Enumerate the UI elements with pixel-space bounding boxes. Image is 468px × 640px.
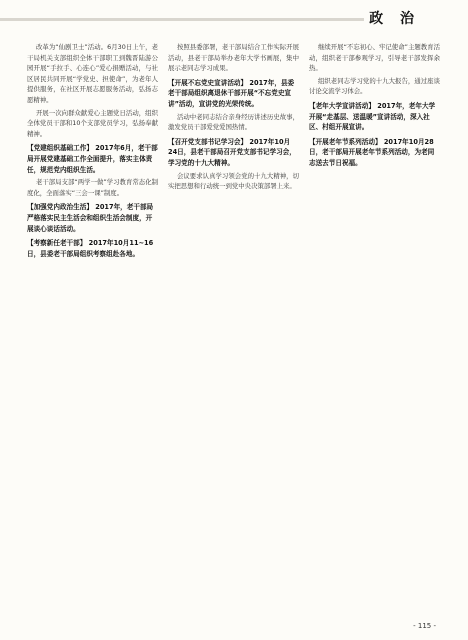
paragraph: 开展一次向群众献爱心主题党日活动，组织全体党员干部和10个支部党员学习，弘扬奉献精神。 <box>27 108 158 138</box>
paragraph: 会议要求认真学习领会党的十九大精神，切实把思想和行动统一到党中央决策部署上来。 <box>168 171 299 191</box>
article-heading: 【开展老年节系列活动】 2017年10月28日，老干部局开展老年节系列活动，为老同志送去节日祝福。 <box>309 137 435 167</box>
article-heading: 【考察新任老干部】 2017年10月11~16日，县委老干部局组织考察组赴各地。 <box>27 239 154 258</box>
page-number: - 115 - <box>413 622 436 630</box>
text-column-2 <box>168 42 299 620</box>
paragraph: 按照县委部署，老干部局结合工作实际开展活动，县老干部局举办老年大学书画展，集中展示老同志学习成果。 <box>168 43 299 73</box>
page-header <box>0 0 468 34</box>
paragraph: 继续开展“不忘初心、牢记使命”主题教育活动，组织老干部参观学习，引导老干部发挥余热。 <box>309 43 440 73</box>
text-column-1 <box>27 42 158 620</box>
article-heading: 【召开党支部书记学习会】 2017年10月24日，县老干部局召开党支部书记学习会，学习党的十九大精神。 <box>168 137 296 167</box>
article-heading: 【老年大学宣讲活动】 2017年，老年大学开展“走基层、送温暖”宣讲活动，深入社区、村组开展宣讲。 <box>309 101 436 132</box>
article-heading: 【党建组织基础工作】 2017年6月，老干部局开展党建基础工作全面提升，落实主体责任，规范党内组织生活。 <box>27 144 158 174</box>
section-title: 政 治 <box>369 11 420 27</box>
body-columns <box>27 42 442 620</box>
header-rule <box>0 18 364 21</box>
article-heading: 【开展不忘党史宣讲活动】 2017年，县委老干部局组织离退休干部开展“不忘党史宣讲”活动，宣讲党的光荣传统。 <box>168 78 295 108</box>
paragraph: 老干部局支部“两学一做”学习教育常态化制度化，全面落实“三会一课”制度。 <box>27 178 158 197</box>
text-column-3 <box>309 42 440 620</box>
article-heading: 【加强党内政治生活】 2017年，老干部局严格落实民主生活会和组织生活会制度，开展谈心谈话活动。 <box>27 203 154 233</box>
paragraph: 活动中老同志结合亲身经历讲述历史故事，激发党员干部爱党爱国热情。 <box>168 112 299 132</box>
paragraph: 改革为“仙剧卫士”活动。6月30日上午，老干局机关支部组织全体干部职工到魏晋陆游公园开展“手拉手、心连心”爱心捐赠活动，与社区居民共同开展“学党史、担使命”，为老年人提供服务，在社区开展志愿服务活动，弘扬志愿精神。 <box>27 43 158 104</box>
paragraph: 组织老同志学习党的十九大报告，通过座谈讨论交流学习体会。 <box>309 76 440 96</box>
